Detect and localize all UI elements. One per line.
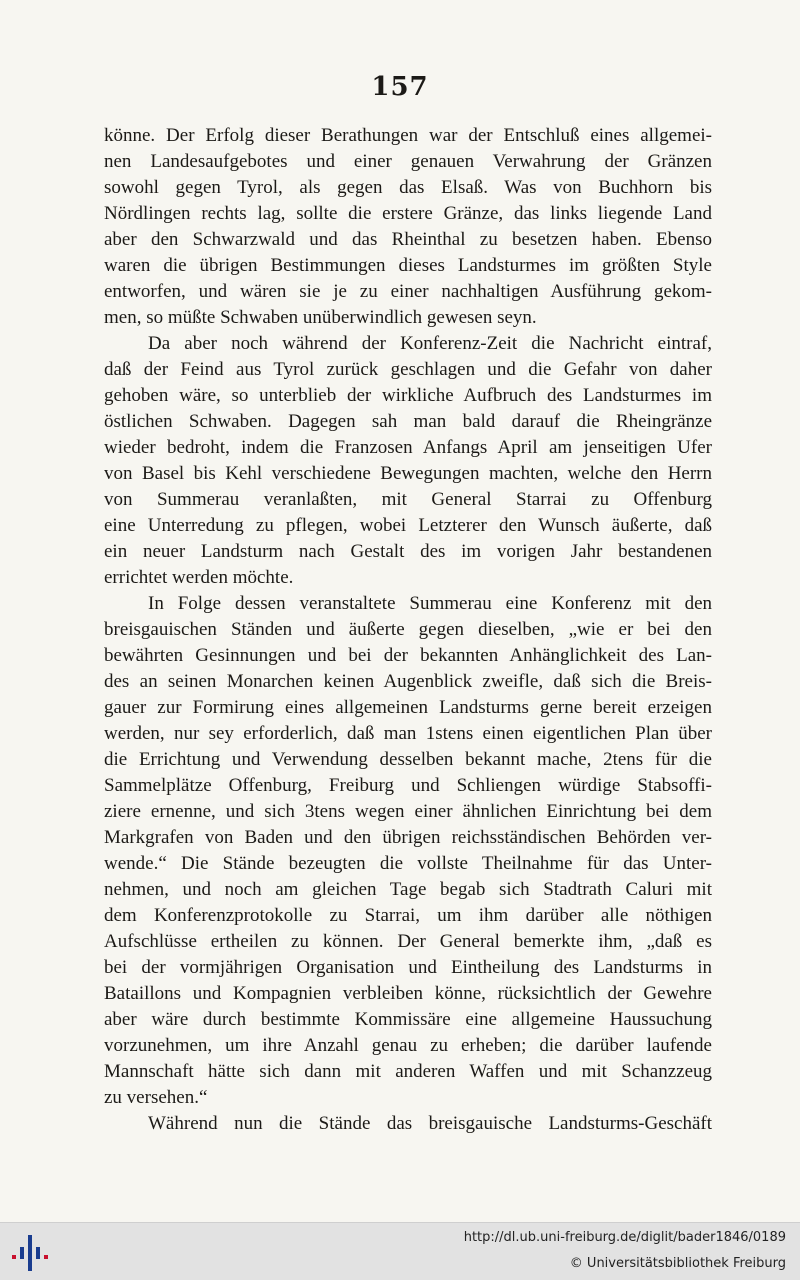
page-number: 157 bbox=[371, 72, 429, 102]
text-line: dem Konferenzprotokolle zu Starrai, um ihm darüber alle nöthigen bbox=[104, 905, 712, 926]
text-line: eine Unterredung zu pflegen, wobei Letzterer den Wunsch äußerte, daß bbox=[104, 515, 712, 536]
text-line: könne. Der Erfolg dieser Berathungen war der Entschluß eines allgemei- bbox=[104, 125, 712, 146]
text-line: werden, nur sey erforderlich, daß man 1stens einen eigentlichen Plan über bbox=[104, 723, 712, 744]
ub-freiburg-logo-icon[interactable] bbox=[10, 1233, 50, 1273]
text-line: bewährten Gesinnungen und bei der bekannten Anhänglichkeit des Lan- bbox=[104, 645, 712, 666]
text-line: gauer zur Formirung eines allgemeinen Landsturms gerne bereit erzeigen bbox=[104, 697, 712, 718]
text-line: Bataillons und Kompagnien verbleiben könne, rücksichtlich der Gewehre bbox=[104, 983, 712, 1004]
text-line: Aufschlüsse ertheilen zu können. Der General bemerkte ihm, „daß es bbox=[104, 931, 712, 952]
text-line: waren die übrigen Bestimmungen dieses Landsturmes im größten Style bbox=[104, 255, 712, 276]
text-line: daß der Feind aus Tyrol zurück geschlagen und die Gefahr von daher bbox=[104, 359, 712, 380]
text-line: des an seinen Monarchen keinen Augenblick zweifle, daß sich die Breis- bbox=[104, 671, 712, 692]
page-text bbox=[104, 123, 712, 1137]
text-line: Da aber noch während der Konferenz-Zeit die Nachricht eintraf, bbox=[148, 333, 712, 354]
text-line: von Summerau veranlaßten, mit General Starrai zu Offenburg bbox=[104, 489, 712, 510]
document-url[interactable]: http://dl.ub.uni-freiburg.de/diglit/bader1846/0189 bbox=[463, 1230, 786, 1245]
text-line: sowohl gegen Tyrol, als gegen das Elsaß. Was von Buchhorn bis bbox=[104, 177, 712, 198]
text-line: wieder bedroht, indem die Franzosen Anfangs April am jenseitigen Ufer bbox=[104, 437, 712, 458]
text-line: die Errichtung und Verwendung desselben bekannt mache, 2tens für die bbox=[104, 749, 712, 770]
text-line: östlichen Schwaben. Dagegen sah man bald darauf die Rheingränze bbox=[104, 411, 712, 432]
text-line: In Folge dessen veranstaltete Summerau eine Konferenz mit den bbox=[148, 593, 712, 614]
text-line: wende.“ Die Stände bezeugten die vollste Theilnahme für das Unter- bbox=[104, 853, 712, 874]
text-line: ein neuer Landsturm nach Gestalt des im vorigen Jahr bestandenen bbox=[104, 541, 712, 562]
text-line: vorzunehmen, um ihre Anzahl genau zu erheben; die darüber laufende bbox=[104, 1035, 712, 1056]
text-line: aber wäre durch bestimmte Kommissäre eine allgemeine Haussuchung bbox=[104, 1009, 712, 1030]
text-line: entworfen, und wären sie je zu einer nachhaltigen Ausführung gekom- bbox=[104, 281, 712, 302]
text-line: Sammelplätze Offenburg, Freiburg und Schliengen würdige Stabsoffi- bbox=[104, 775, 712, 796]
text-line: Nördlingen rechts lag, sollte die erstere Gränze, das links liegende Land bbox=[104, 203, 712, 224]
text-line: Mannschaft hätte sich dann mit anderen Waffen und mit Schanzzeug bbox=[104, 1061, 712, 1082]
text-line: men, so müßte Schwaben unüberwindlich gewesen seyn. bbox=[104, 307, 537, 328]
text-line: bei der vormjährigen Organisation und Eintheilung des Landsturms in bbox=[104, 957, 712, 978]
text-line: gehoben wäre, so unterblieb der wirkliche Aufbruch des Landsturmes im bbox=[104, 385, 712, 406]
viewer-footer bbox=[0, 1222, 800, 1280]
text-line: breisgauischen Ständen und äußerte gegen dieselben, „wie er bei den bbox=[104, 619, 712, 640]
text-line: aber den Schwarzwald und das Rheinthal zu besetzen haben. Ebenso bbox=[104, 229, 712, 250]
text-line: Während nun die Stände das breisgauische Landsturms-Geschäft bbox=[148, 1113, 712, 1134]
copyright-notice: © Universitätsbibliothek Freiburg bbox=[569, 1256, 786, 1271]
text-line: nen Landesaufgebotes und einer genauen Verwahrung der Gränzen bbox=[104, 151, 712, 172]
text-line: errichtet werden möchte. bbox=[104, 567, 294, 588]
text-line: zu versehen.“ bbox=[104, 1087, 208, 1108]
text-line: nehmen, und noch am gleichen Tage begab sich Stadtrath Caluri mit bbox=[104, 879, 712, 900]
text-line: von Basel bis Kehl verschiedene Bewegungen machten, welche den Herrn bbox=[104, 463, 712, 484]
text-line: Markgrafen von Baden und den übrigen reichsständischen Behörden ver- bbox=[104, 827, 712, 848]
text-line: ziere ernenne, und sich 3tens wegen einer ähnlichen Einrichtung bei dem bbox=[104, 801, 712, 822]
